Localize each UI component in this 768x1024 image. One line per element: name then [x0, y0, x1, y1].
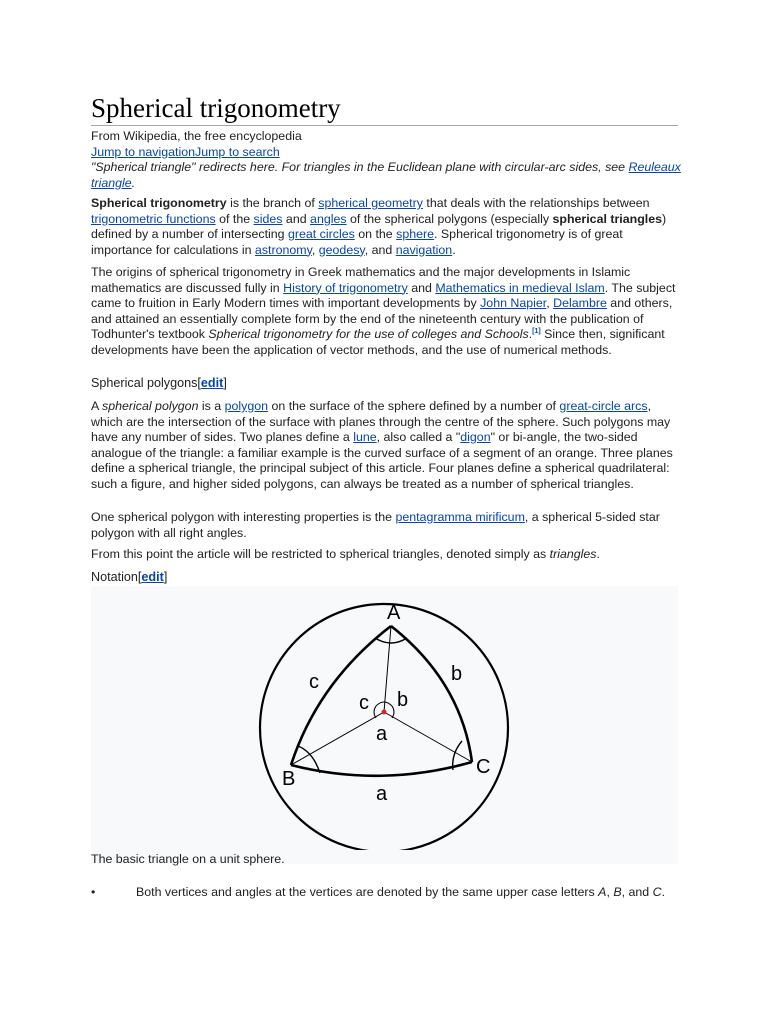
spherical-triangle-diagram — [91, 586, 678, 850]
text: and — [282, 211, 311, 226]
reuleaux-triangle-link[interactable]: Reuleaux triangle — [91, 160, 681, 190]
text: is a — [198, 399, 225, 413]
mathematics-in-medieval-islam-link[interactable]: Mathematics in medieval Islam — [435, 280, 605, 295]
text: that deals with the relationships between — [422, 196, 650, 210]
jump-links — [91, 145, 681, 161]
text: on the — [354, 227, 397, 241]
radius-to-b — [291, 712, 384, 765]
text: . — [452, 242, 456, 257]
side-label-c: c — [309, 671, 319, 693]
text: . — [661, 885, 666, 899]
text: is the branch of — [226, 196, 319, 210]
radius-to-c — [384, 712, 472, 762]
term-bold: Spherical trigonometry — [91, 196, 227, 210]
delambre-link[interactable]: Delambre — [553, 296, 607, 310]
polygons-paragraph-2 — [91, 510, 681, 541]
angles-link[interactable]: angles — [310, 211, 347, 226]
polygons-paragraph-3 — [91, 547, 681, 563]
vertex-label-b: B — [282, 768, 296, 790]
text: , and — [621, 885, 653, 899]
reference-link[interactable]: [1] — [532, 327, 541, 335]
intro-paragraph-1 — [91, 196, 681, 258]
vertex-label-a: A — [387, 602, 401, 624]
text: . — [528, 327, 533, 341]
center-angle-arc-1 — [376, 702, 392, 706]
text: . Spherical trigonometry is of great importance for calculations in — [91, 227, 623, 257]
text: " or bi-angle, the two-sided analogue of the triangle: a familiar example is the curved surface of a segment of an orange. Three planes define a spherical triangle, the principal subject of this article. Four planes define a spherical quadrilateral: such a figure, and higher sided polygons, can always be treated as a number of spherical triangles. — [91, 430, 673, 491]
text: , — [311, 242, 319, 257]
edit-section-link[interactable]: edit — [200, 376, 224, 390]
navigation-link[interactable]: navigation — [395, 242, 453, 257]
section-heading-spherical-polygons: Spherical polygons[edit] — [91, 376, 227, 390]
text: ) defined by a number of intersecting — [91, 211, 667, 241]
angle-mark-a — [375, 638, 407, 643]
intro-paragraph-2 — [91, 265, 681, 358]
text: , — [546, 296, 554, 310]
text: The origins of spherical trigonometry in Greek mathematics and the major developments in Islamic mathematics are discussed fully in — [91, 265, 631, 295]
hatnote-text: "Spherical triangle" redirects here. For triangles in the Euclidean plane with circular-arc sides, see — [91, 160, 626, 174]
italic-letter: C — [652, 885, 662, 899]
astronomy-link[interactable]: astronomy — [254, 242, 312, 257]
list-item-text — [136, 885, 665, 901]
hatnote — [91, 160, 681, 191]
jump-to-navigation-link[interactable]: Jump to navigation — [91, 144, 196, 159]
spherical-triangle-figure — [91, 586, 678, 864]
text: A — [91, 399, 103, 413]
polygon-link[interactable]: polygon — [224, 399, 269, 413]
sphere-link[interactable]: sphere — [396, 227, 435, 241]
text: , and — [364, 242, 396, 257]
pentagramma-mirificum-link[interactable]: pentagramma mirificum — [395, 510, 525, 524]
inner-label-c: c — [359, 692, 369, 714]
page-title: Spherical trigonometry — [91, 93, 341, 123]
vertex-label-c: C — [476, 756, 491, 778]
trigonometric-functions-link[interactable]: trigonometric functions — [91, 211, 216, 226]
text: and — [407, 280, 436, 295]
sphere-center-dot — [382, 710, 387, 715]
text: , which are the intersection of the surface with planes through the centre of the sphere. Such polygons may have any number of sides. Two planes define a — [91, 399, 671, 444]
title-divider — [91, 125, 678, 126]
spherical-geometry-link[interactable]: spherical geometry — [318, 196, 423, 210]
text: One spherical polygon with interesting properties is the — [91, 510, 396, 524]
text: Since then, significant developments have been the application of vector methods, and the use of numerical methods. — [91, 327, 665, 357]
sides-link[interactable]: sides — [253, 211, 283, 226]
digon-link[interactable]: digon — [460, 430, 491, 444]
text: . — [596, 547, 600, 561]
article-header — [91, 129, 681, 191]
section-heading-notation: Notation[edit] — [91, 570, 168, 584]
polygons-paragraph-1 — [91, 399, 681, 492]
text: , — [606, 885, 614, 899]
side-label-b: b — [451, 663, 463, 685]
book-title: Spherical trigonometry for the use of colleges and Schools — [208, 327, 529, 341]
great-circle-arcs-link[interactable]: great-circle arcs — [559, 399, 648, 413]
geodesy-link[interactable]: geodesy — [318, 242, 365, 257]
section-title: Spherical polygons — [91, 376, 198, 390]
jump-to-search-link[interactable]: Jump to search — [195, 144, 280, 159]
lune-link[interactable]: lune — [353, 430, 377, 444]
inner-label-a: a — [376, 723, 388, 745]
great-circles-link[interactable]: great circles — [288, 227, 355, 241]
history-of-trigonometry-link[interactable]: History of trigonometry — [283, 280, 408, 295]
figure-caption: The basic triangle on a unit sphere. — [91, 852, 285, 866]
text: . The subject came to fruition in Early Modern times with important developments by — [91, 280, 676, 310]
radius-to-a — [384, 626, 391, 712]
term-italic: spherical polygon — [102, 399, 199, 413]
term-bold: spherical triangles — [552, 211, 662, 226]
side-label-a: a — [376, 783, 388, 805]
text: and others, and attained an essentially complete form by the end of the nineteenth century with the publication of Todhunter's textbook — [91, 296, 673, 341]
section-title: Notation — [91, 570, 138, 584]
site-tagline: From Wikipedia, the free encyclopedia — [91, 129, 302, 143]
text: From this point the article will be restricted to spherical triangles, denoted simply as — [91, 547, 550, 561]
inner-label-b: b — [397, 689, 409, 711]
edit-section-link[interactable]: edit — [141, 570, 164, 584]
john-napier-link[interactable]: John Napier — [480, 296, 547, 310]
text: , also called a " — [376, 430, 461, 444]
italic-letter: A — [598, 885, 607, 899]
text: of the — [215, 211, 254, 226]
text: , a spherical 5-sided star polygon with all right angles. — [91, 510, 660, 540]
term-italic: triangles — [549, 547, 597, 561]
text: Both vertices and angles at the vertices are denoted by the same upper case letters — [136, 885, 599, 899]
text: of the spherical polygons (especially — [346, 211, 553, 226]
italic-letter: B — [613, 885, 622, 899]
hatnote-end: . — [131, 175, 136, 190]
bullet-dot: • — [91, 885, 96, 899]
text: on the surface of the sphere defined by a number of — [268, 399, 560, 413]
